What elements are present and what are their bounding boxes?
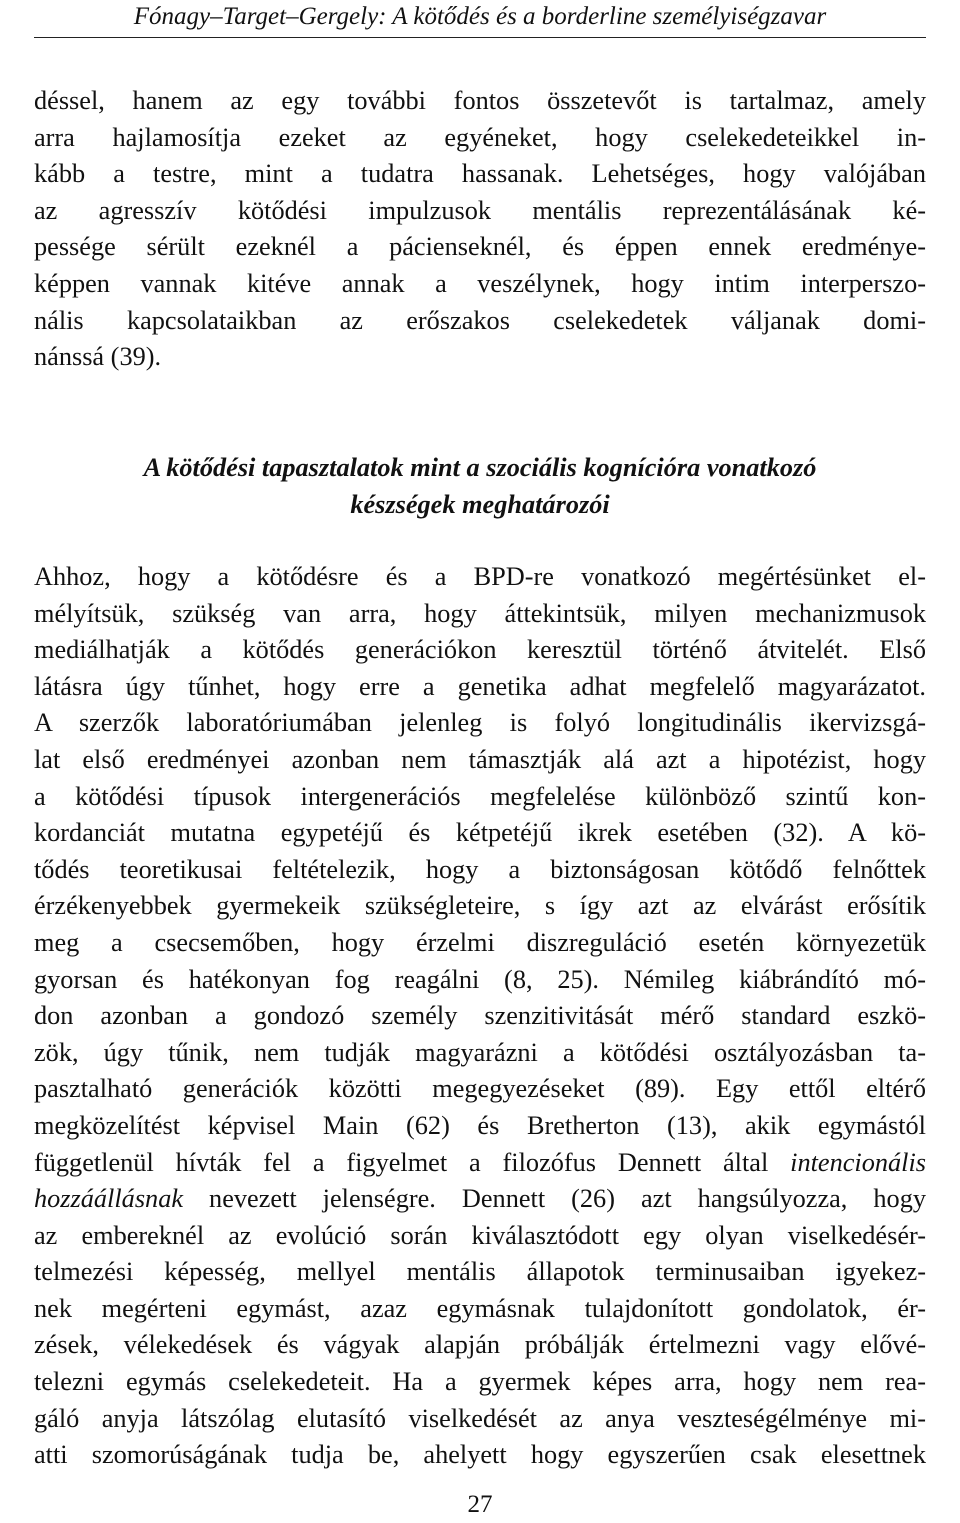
text-line: don azonban a gondozó személy szenzitivitását mérő standard eszkö- — [34, 1001, 926, 1031]
text-line: nánssá (39). — [34, 342, 162, 372]
text-line: meg a csecsemőben, hogy érzelmi diszreguláció esetén környezetük — [34, 927, 926, 957]
section-heading — [34, 449, 926, 523]
text-line: A szerzők laboratóriumában jelenleg is folyó longitudinális ikervizsgá- — [34, 708, 926, 738]
text-line: a kötődési típusok intergenerációs megfelelése különböző szintű kon- — [34, 781, 926, 811]
text-line: mélyítsük, szükség van arra, hogy áttekintsük, milyen mechanizmusok — [34, 598, 926, 628]
text-line: az agresszív kötődési impulzusok mentális reprezentálásának ké- — [34, 195, 926, 225]
running-head: Fónagy–Target–Gergely: A kötődés és a borderline személyiségzavar — [133, 3, 827, 30]
text-line: atti szomorúságának tudja be, ahelyett hogy egyszerűen csak elesettnek — [34, 1440, 926, 1470]
text-line: gáló anyja látszólag elutasító viselkedését az anya veszteségélménye mi- — [34, 1403, 926, 1433]
italic-term: hozzáállásnak — [34, 1184, 184, 1214]
text-line: arra hajlamosítja ezeket az egyéneket, hogy cselekedeteikkel in- — [34, 122, 926, 152]
header-rule — [34, 37, 926, 38]
text-line: Ahhoz, hogy a kötődésre és a BPD-re vonatkozó megértésünket el- — [34, 562, 926, 591]
page-number: 27 — [467, 1491, 493, 1518]
paragraph-1 — [34, 83, 926, 376]
text-line: tődés teoretikusai feltételezik, hogy a biztonságosan kötődő felnőttek — [34, 854, 926, 884]
text-run: nevezett jelenségre. Dennett (26) azt hangsúlyozza, hogy — [183, 1184, 926, 1214]
text-line: zések, vélekedések és vágyak alapján próbálják értelmezni vagy elővé- — [34, 1330, 926, 1360]
text-line: telezni egymás cselekedeteit. Ha a gyermek képes arra, hogy nem rea- — [34, 1367, 926, 1397]
text-line: érzékenyebbek gyermekeik szükségleteire, s így azt az elvárást erősítik — [34, 891, 926, 921]
text-line: déssel, hanem az egy további fontos összetevőt is tartalmaz, amely — [34, 86, 926, 115]
text-line-with-italic — [34, 1145, 926, 1182]
text-line: megközelítést képvisel Main (62) és Bretherton (13), akik egymástól — [34, 1110, 926, 1140]
text-line: pessége sérült ezeknél a pácienseknél, és éppen ennek eredménye- — [34, 232, 926, 262]
text-line: gyorsan és hatékonyan fog reagálni (8, 25). Némileg kiábrándító mó- — [34, 964, 926, 994]
text-line: kordanciát mutatna egypetéjű és kétpetéjű ikrek esetében (32). A kö- — [34, 818, 926, 848]
heading-line: készségek meghatározói — [350, 490, 610, 519]
text-run: függetlenül hívták fel a figyelmet a filozófus Dennett által — [34, 1147, 769, 1177]
text-line: pasztalható generációk közötti megegyezéseket (89). Egy ettől eltérő — [34, 1074, 926, 1104]
text-line: az embereknél az evolúció során kiválasztódott egy olyan viselkedésér- — [34, 1220, 926, 1250]
text-line: nek megérteni egymást, azaz egymásnak tulajdonított gondolatok, ér- — [34, 1293, 926, 1323]
text-line: látásra úgy tűnhet, hogy erre a genetika adhat megfelelő magyarázatot. — [34, 671, 926, 701]
text-line: kább a testre, mint a tudatra hassanak. Lehetséges, hogy valójában — [34, 159, 926, 189]
text-line: képpen vannak kitéve annak a veszélynek, hogy intim interperszo- — [34, 268, 926, 298]
paragraph-2 — [34, 559, 926, 1474]
text-line-with-italic — [34, 1181, 926, 1218]
italic-term: intencionális — [790, 1147, 926, 1177]
heading-line: A kötődési tapasztalatok mint a szociális kognícióra vonatkozó — [143, 453, 817, 482]
text-line: lat első eredményei azonban nem támasztják alá azt a hipotézist, hogy — [34, 744, 926, 774]
text-line: telmezési képesség, mellyel mentális állapotok terminusaiban igyekez- — [34, 1257, 926, 1287]
text-line: mediálhatják a kötődés generációkon keresztül történő átvitelét. Első — [34, 635, 926, 665]
text-line: nális kapcsolataikban az erőszakos cselekedetek váljanak domi- — [34, 305, 926, 335]
text-line: zök, úgy tűnik, nem tudják magyarázni a kötődési osztályozásban ta- — [34, 1037, 926, 1067]
